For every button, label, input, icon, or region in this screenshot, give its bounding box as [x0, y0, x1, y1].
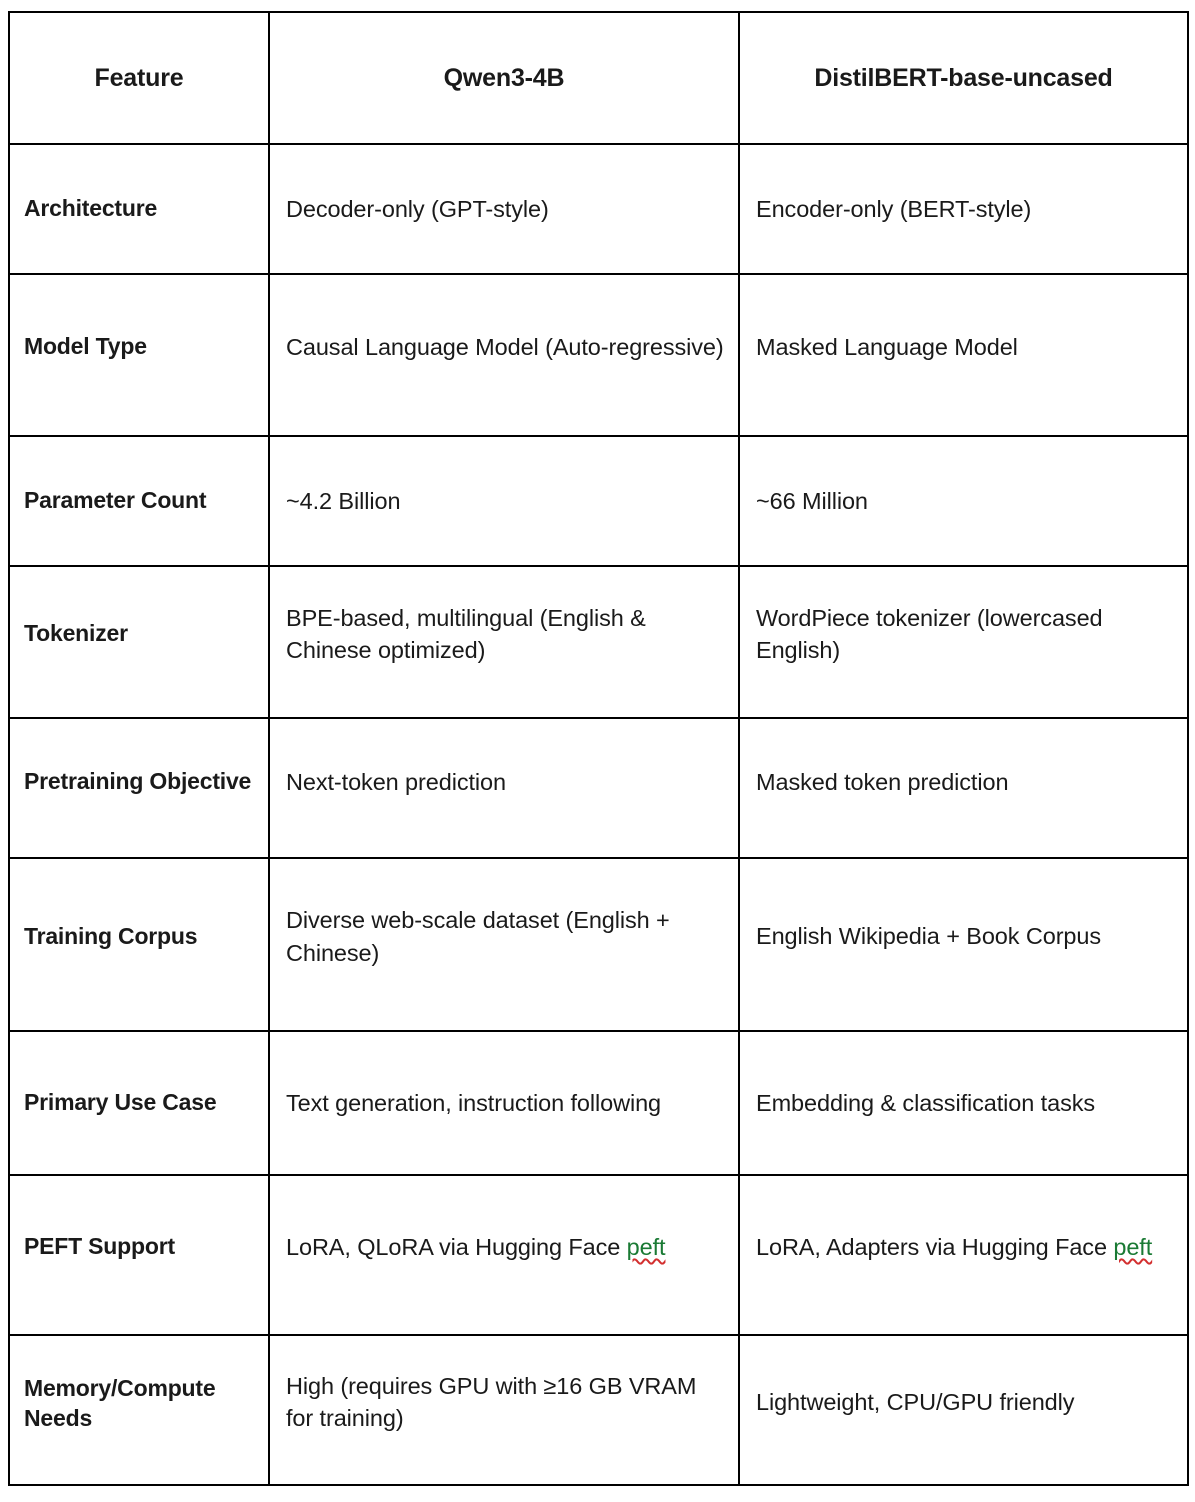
- peft-model-a-text: LoRA, QLoRA via Hugging Face: [286, 1233, 627, 1260]
- column-header-model-a: Qwen3-4B: [269, 12, 739, 144]
- misspelled-word-peft[interactable]: peft: [1113, 1233, 1153, 1260]
- row-label-pretraining-objective: Pretraining Objective: [9, 718, 269, 858]
- table-row: [9, 566, 1188, 718]
- table-header-row: [9, 12, 1188, 144]
- table-row: [9, 1175, 1188, 1335]
- cell-memory-compute-needs-model-b: Lightweight, CPU/GPU friendly: [739, 1335, 1188, 1485]
- cell-pretraining-objective-model-a: Next-token prediction: [269, 718, 739, 858]
- table-row: [9, 144, 1188, 274]
- cell-training-corpus-model-a: Diverse web-scale dataset (English + Chinese): [269, 858, 739, 1031]
- column-header-feature: Feature: [9, 12, 269, 144]
- row-label-memory-compute-needs: Memory/Compute Needs: [9, 1335, 269, 1485]
- cell-architecture-model-a: Decoder-only (GPT-style): [269, 144, 739, 274]
- row-label-architecture: Architecture: [9, 144, 269, 274]
- cell-training-corpus-model-b: English Wikipedia + Book Corpus: [739, 858, 1188, 1031]
- cell-primary-use-case-model-a: Text generation, instruction following: [269, 1031, 739, 1175]
- table-row: [9, 436, 1188, 566]
- cell-memory-compute-needs-model-a: High (requires GPU with ≥16 GB VRAM for training): [269, 1335, 739, 1485]
- row-label-model-type: Model Type: [9, 274, 269, 436]
- row-label-primary-use-case: Primary Use Case: [9, 1031, 269, 1175]
- row-label-parameter-count: Parameter Count: [9, 436, 269, 566]
- misspelled-word-peft[interactable]: peft: [626, 1233, 666, 1260]
- cell-pretraining-objective-model-b: Masked token prediction: [739, 718, 1188, 858]
- cell-peft-support-model-b: [739, 1175, 1188, 1335]
- cell-model-type-model-a: Causal Language Model (Auto-regressive): [269, 274, 739, 436]
- table-row: [9, 274, 1188, 436]
- cell-peft-support-model-a: [269, 1175, 739, 1335]
- model-comparison-table: [8, 11, 1189, 1486]
- cell-primary-use-case-model-b: Embedding & classification tasks: [739, 1031, 1188, 1175]
- cell-model-type-model-b: Masked Language Model: [739, 274, 1188, 436]
- row-label-peft-support: PEFT Support: [9, 1175, 269, 1335]
- cell-architecture-model-b: Encoder-only (BERT-style): [739, 144, 1188, 274]
- row-label-training-corpus: Training Corpus: [9, 858, 269, 1031]
- cell-tokenizer-model-b: WordPiece tokenizer (lowercased English): [739, 566, 1188, 718]
- cell-parameter-count-model-a: ~4.2 Billion: [269, 436, 739, 566]
- table-row: [9, 1031, 1188, 1175]
- cell-parameter-count-model-b: ~66 Million: [739, 436, 1188, 566]
- cell-tokenizer-model-a: BPE-based, multilingual (English & Chinese optimized): [269, 566, 739, 718]
- row-label-tokenizer: Tokenizer: [9, 566, 269, 718]
- peft-model-b-text: LoRA, Adapters via Hugging Face: [756, 1233, 1114, 1260]
- table-row: [9, 1335, 1188, 1485]
- table-row: [9, 718, 1188, 858]
- column-header-model-b: DistilBERT-base-uncased: [739, 12, 1188, 144]
- table-row: [9, 858, 1188, 1031]
